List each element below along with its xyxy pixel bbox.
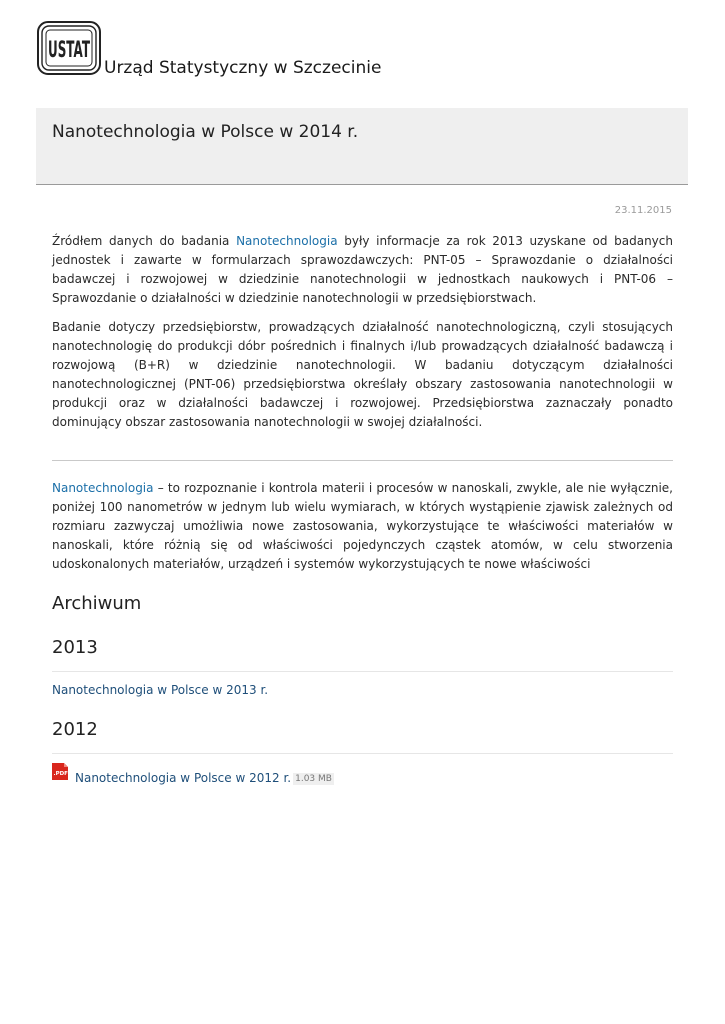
site-header <box>36 20 696 80</box>
section-divider <box>52 460 673 461</box>
file-size-badge: 1.03 MB <box>295 774 332 784</box>
logo-text: USTAT <box>48 38 90 63</box>
intro-text-after: były informacje za rok 2013 uzyskane od badanych jednostek i zawarte w formularzach sprawozdawczych: PNT-05 – Sprawozdanie o działalności badawczej i rozwojowej w dziedzinie nanotechnologii w jednostkach naukowych i PNT-06 – Sprawozdanie o działalności w dziedzinie nanotechnologii w przedsiębiorstwach. <box>52 234 673 305</box>
definition-text: – to rozpoznanie i kontrola materii i procesów w nanoskali, zwykle, ale nie wyłącznie, poniżej 100 nanometrów w jednym lub wielu wymiarach, w których wystąpienie zjawisk zależnych od rozmiaru zazwyczaj umożliwia nowe zastosowania, wykorzystujące te właściwości materiałów w nanoskali, które różnią się od właściwości pojedynczych cząstek atomów, w celu stworzenia udoskonalonych materiałów, urządzeń i systemów wykorzystujących te nowe właściwości <box>52 481 673 571</box>
nanotechnologia-link[interactable]: Nanotechnologia <box>236 234 338 248</box>
intro-text-before: Źródłem danych do badania <box>52 234 237 248</box>
intro-paragraph-2: Badanie dotyczy przedsiębiorstw, prowadzących działalność nanotechnologiczną, czyli stosujących nanotechnologię do produkcji dóbr pośrednich i finalnych i/lub prowadzących działalność badawczą i rozwojową (B+R) w dziedzinie nanotechnologii. W badaniu dotyczącym działalności nanotechnologicznej (PNT-06) przedsiębiorstwa określały obszary zastosowania nanotechnologii w produkcji oraz w działalności badawczej i rozwojowej. Przedsiębiorstwa zaznaczały ponadto dominujący obszar zastosowania nanotechnologii w swojej działalności. <box>52 320 673 429</box>
year-heading-2013: 2013 <box>52 637 98 658</box>
year-divider-2012 <box>52 753 673 754</box>
archive-link-2013[interactable]: Nanotechnologia w Polsce w 2013 r. <box>52 683 269 697</box>
organization-name[interactable]: Urząd Statystyczny w Szczecinie <box>104 58 382 78</box>
intro-paragraph-1 <box>52 232 673 308</box>
page-title-box <box>36 108 688 185</box>
definition-paragraph <box>52 479 673 574</box>
archive-item-2012 <box>75 767 334 786</box>
svg-text:.PDF: .PDF <box>53 771 68 777</box>
publication-date: 23.11.2015 <box>614 205 672 216</box>
ustat-logo[interactable] <box>36 20 102 76</box>
archive-link-2012[interactable]: Nanotechnologia w Polsce w 2012 r. <box>75 771 292 785</box>
definition-link[interactable]: Nanotechnologia <box>52 481 154 495</box>
page-title: Nanotechnologia w Polsce w 2014 r. <box>52 122 359 142</box>
year-divider-2013 <box>52 671 673 672</box>
intro-section <box>52 232 673 442</box>
definition-section <box>52 479 673 584</box>
archive-heading: Archiwum <box>52 593 142 614</box>
year-heading-2012: 2012 <box>52 719 98 740</box>
pdf-icon <box>52 763 68 780</box>
